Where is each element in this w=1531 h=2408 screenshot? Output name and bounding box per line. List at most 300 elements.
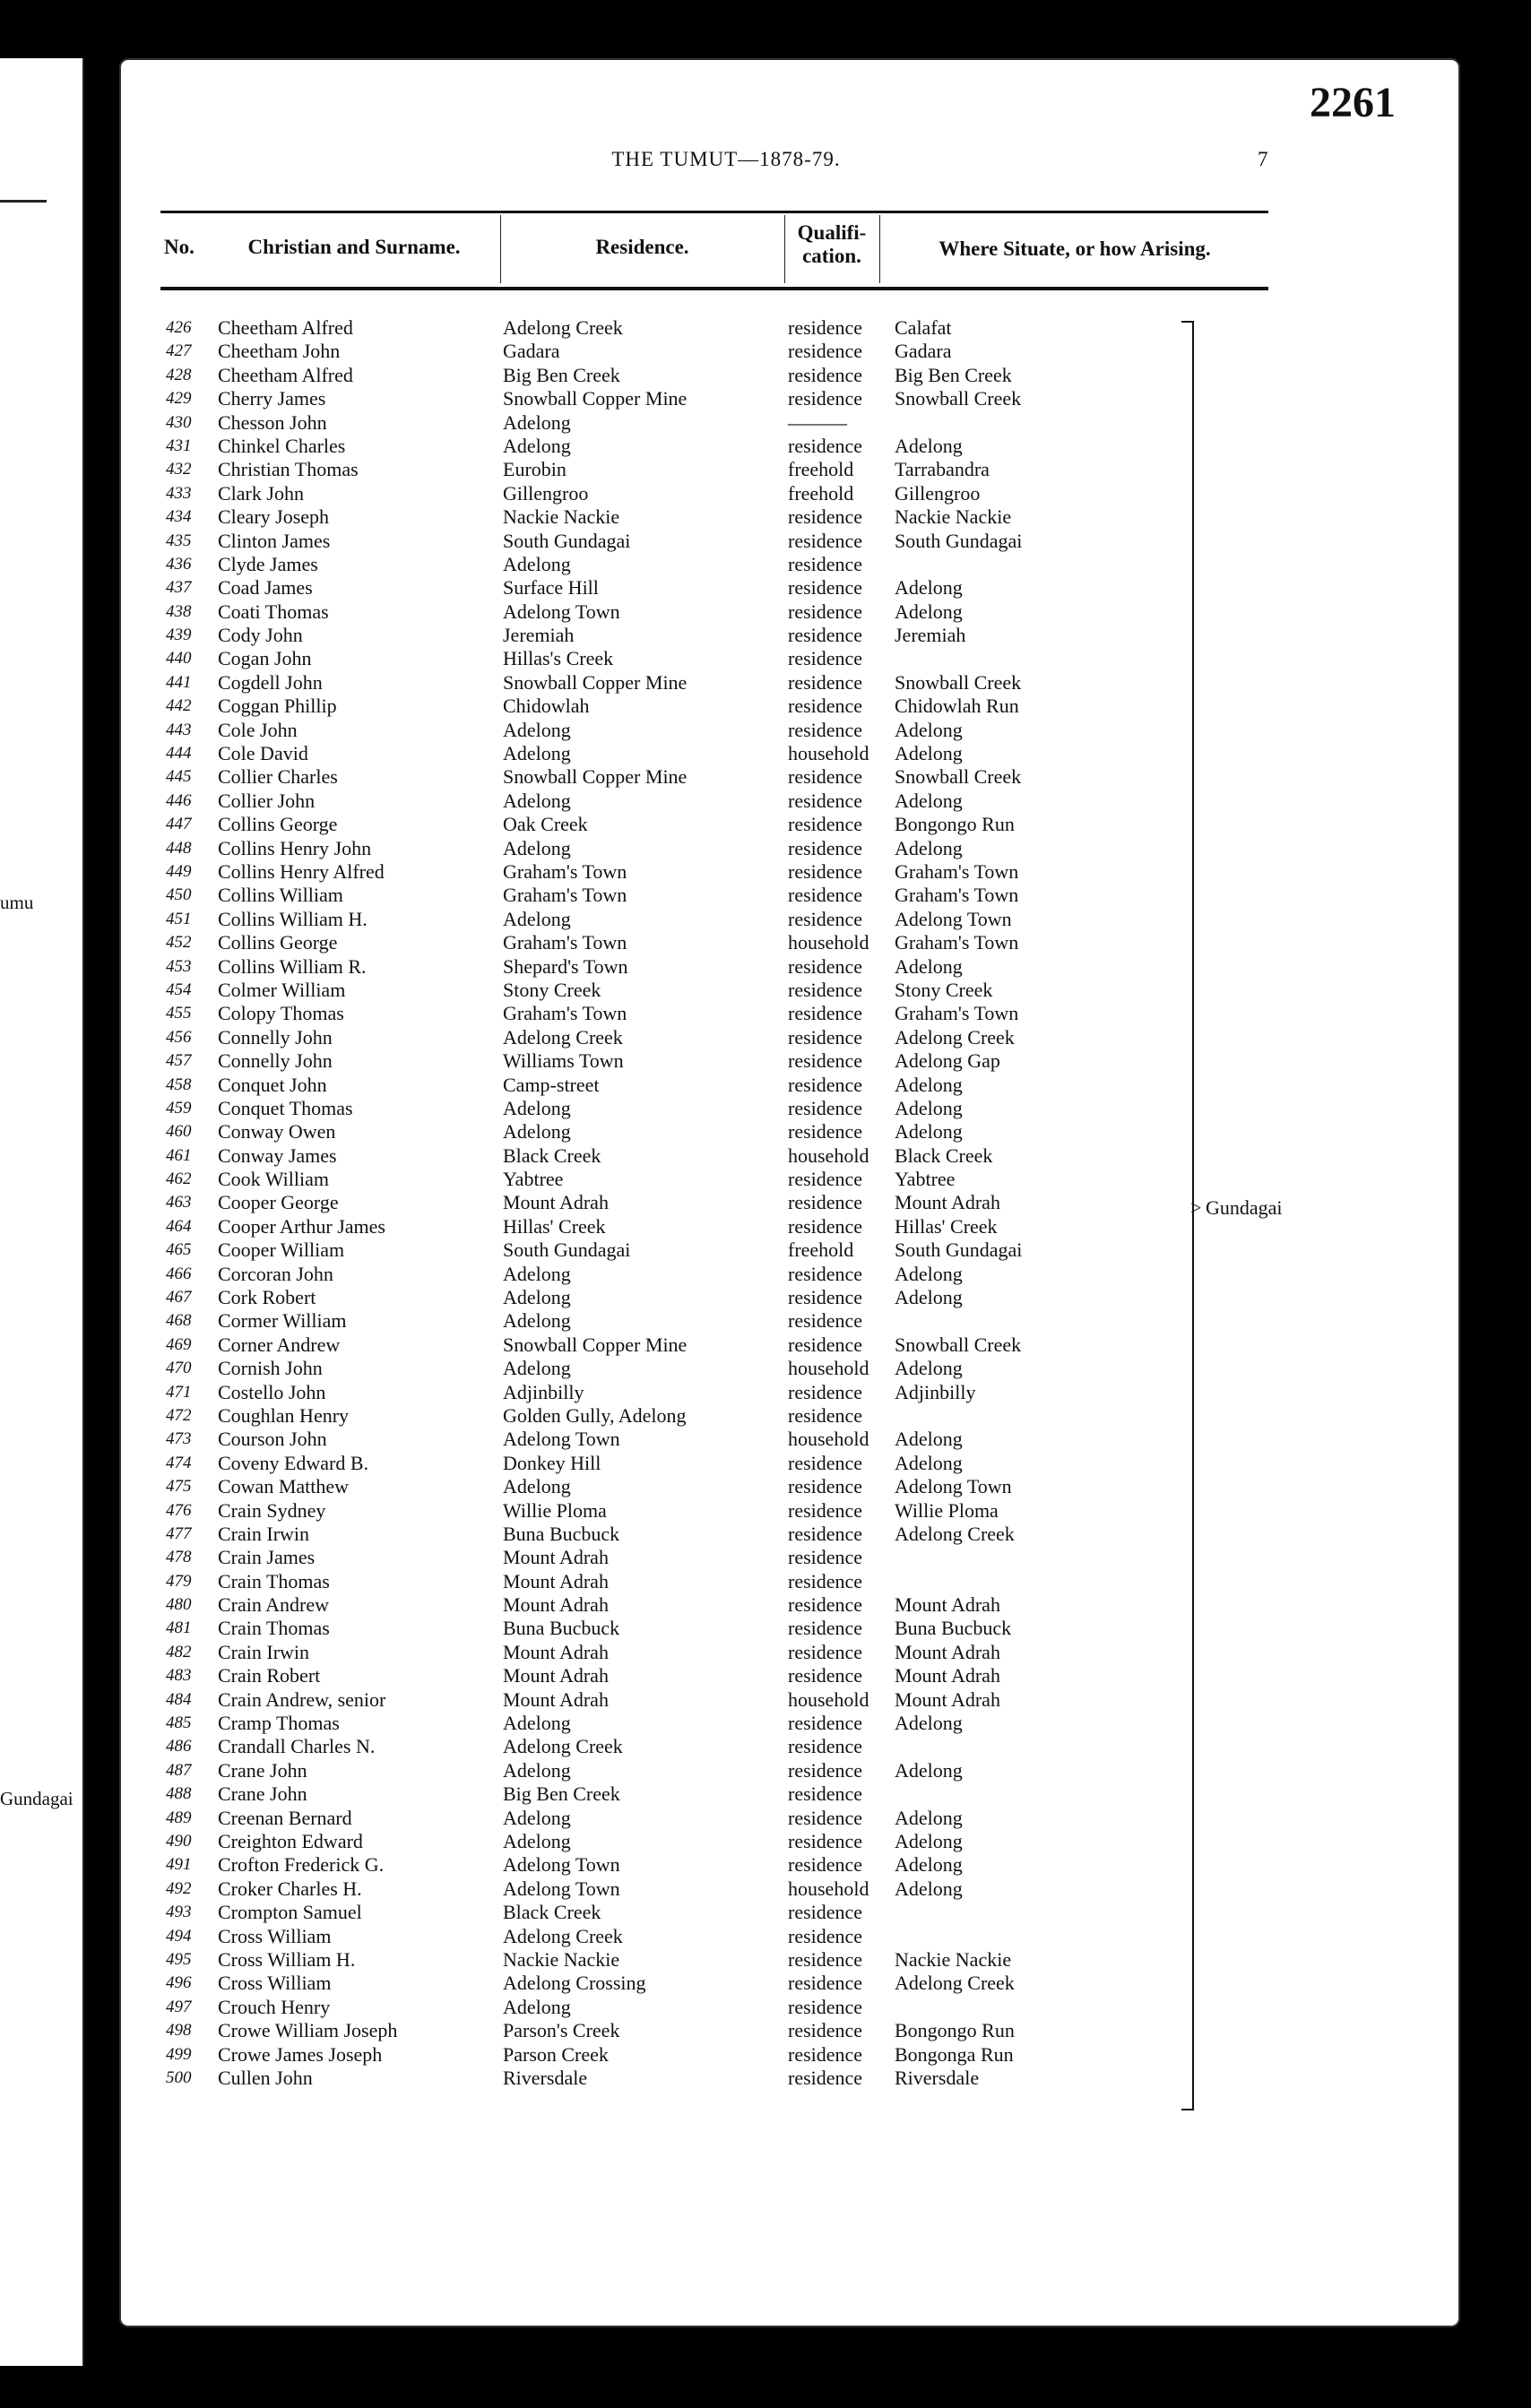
entry-where-situate: Riversdale xyxy=(895,2066,980,2089)
entry-residence: Adelong xyxy=(503,718,571,741)
entry-number: 475 xyxy=(166,1477,192,1497)
table-row xyxy=(121,884,1458,907)
entry-number: 498 xyxy=(166,2021,192,2041)
entry-qualification: residence xyxy=(788,600,863,623)
entry-name: Crain Thomas xyxy=(218,1569,330,1592)
entry-number: 456 xyxy=(166,1027,192,1047)
entry-name: Cody John xyxy=(218,624,303,647)
entry-residence: Buna Bucbuck xyxy=(503,1617,620,1640)
entry-number: 460 xyxy=(166,1122,192,1142)
entry-name: Cork Robert xyxy=(218,1286,316,1309)
entry-number: 457 xyxy=(166,1051,192,1071)
entry-name: Cogdell John xyxy=(218,670,323,694)
entry-number: 499 xyxy=(166,2044,192,2064)
entry-qualification: residence xyxy=(788,1806,863,1829)
entry-qualification: residence xyxy=(788,363,863,386)
entry-qualification: residence xyxy=(788,813,863,836)
table-row xyxy=(121,1593,1458,1617)
entry-where-situate: Adelong Town xyxy=(895,907,1012,930)
table-row xyxy=(121,364,1458,387)
entry-qualification: residence xyxy=(788,505,863,529)
table-row xyxy=(121,553,1458,576)
entry-name: Crain Sydney xyxy=(218,1498,326,1522)
entry-name: Connelly John xyxy=(218,1049,333,1073)
entry-where-situate: Adelong xyxy=(895,742,963,765)
entry-residence: Adelong xyxy=(503,1712,571,1735)
entry-name: Collier Charles xyxy=(218,765,338,789)
entry-qualification: residence xyxy=(788,624,863,647)
entry-qualification: residence xyxy=(788,647,863,670)
entry-number: 479 xyxy=(166,1571,192,1591)
entry-qualification: residence xyxy=(788,1758,863,1782)
entry-where-situate: Snowball Creek xyxy=(895,387,1022,410)
entry-number: 432 xyxy=(166,460,192,479)
entry-number: 483 xyxy=(166,1666,192,1686)
table-row xyxy=(121,2067,1458,2090)
entry-residence: Donkey Hill xyxy=(503,1451,601,1474)
entry-qualification: residence xyxy=(788,1002,863,1025)
entry-number: 449 xyxy=(166,861,192,881)
table-row xyxy=(121,1948,1458,1972)
table-row xyxy=(121,435,1458,458)
table-row xyxy=(121,1925,1458,1948)
entry-name: Cooper Arthur James xyxy=(218,1214,385,1238)
entry-name: Colopy Thomas xyxy=(218,1002,344,1025)
entry-qualification: freehold xyxy=(788,458,854,481)
entry-name: Collier John xyxy=(218,789,316,812)
entry-name: Crain James xyxy=(218,1546,316,1569)
entry-where-situate: Adelong xyxy=(895,600,963,623)
table-row xyxy=(121,1263,1458,1286)
table-row xyxy=(121,695,1458,718)
entry-name: Collins Henry John xyxy=(218,836,372,859)
entry-number: 473 xyxy=(166,1429,192,1449)
table-row xyxy=(121,387,1458,410)
table-row xyxy=(121,1712,1458,1735)
entry-qualification: residence xyxy=(788,1403,863,1427)
entry-name: Cross William xyxy=(218,1924,332,1947)
entry-residence: South Gundagai xyxy=(503,529,631,552)
entry-where-situate: Adelong xyxy=(895,1451,963,1474)
entry-name: Crowe James Joseph xyxy=(218,2042,383,2066)
table-row xyxy=(121,1996,1458,2019)
table-row xyxy=(121,1144,1458,1168)
entry-where-situate: Adelong xyxy=(895,1357,963,1380)
table-row xyxy=(121,1097,1458,1120)
entry-residence: Adelong xyxy=(503,1262,571,1285)
entry-qualification: residence xyxy=(788,1309,863,1333)
entry-qualification: residence xyxy=(788,1995,863,2018)
entry-where-situate: Mount Adrah xyxy=(895,1664,1000,1687)
entry-residence: Adelong xyxy=(503,1475,571,1498)
entry-residence: Golden Gully, Adelong xyxy=(503,1403,687,1427)
entry-residence: Adelong Town xyxy=(503,1877,620,1900)
entry-number: 427 xyxy=(166,341,192,361)
table-row xyxy=(121,1641,1458,1664)
entry-qualification: residence xyxy=(788,1191,863,1214)
entry-name: Collins George xyxy=(218,813,338,836)
entry-where-situate: Adelong xyxy=(895,954,963,978)
entry-where-situate: Tarrabandra xyxy=(895,458,990,481)
entry-number: 454 xyxy=(166,980,192,999)
entry-qualification: household xyxy=(788,1428,869,1451)
entry-residence: Adelong Creek xyxy=(503,316,623,339)
entry-where-situate: Adelong xyxy=(895,1877,963,1900)
entry-qualification: ——— xyxy=(788,410,847,434)
entry-number: 434 xyxy=(166,507,192,527)
table-row xyxy=(121,1428,1458,1451)
entry-residence: Adelong xyxy=(503,1830,571,1852)
entry-where-situate: Black Creek xyxy=(895,1144,993,1167)
entry-where-situate: Yabtree xyxy=(895,1168,956,1191)
entry-where-situate: Bongongo Run xyxy=(895,813,1015,836)
folio-number: 7 xyxy=(1258,148,1268,170)
entry-name: Collins William xyxy=(218,884,343,907)
entry-where-situate: Adelong Creek xyxy=(895,1972,1015,1995)
entry-where-situate: Mount Adrah xyxy=(895,1640,1000,1663)
table-row xyxy=(121,1026,1458,1049)
entry-residence: Adjinbilly xyxy=(503,1380,584,1403)
entry-qualification: residence xyxy=(788,2042,863,2066)
entry-qualification: residence xyxy=(788,1262,863,1285)
table-row xyxy=(121,742,1458,765)
entry-number: 459 xyxy=(166,1098,192,1118)
entry-where-situate: Adelong Creek xyxy=(895,1522,1015,1545)
bracket-label: Gundagai xyxy=(1206,1196,1283,1219)
entry-residence: Big Ben Creek xyxy=(503,363,620,386)
table-row xyxy=(121,1381,1458,1404)
bracket-point: > xyxy=(1190,1196,1202,1219)
entry-name: Crain Andrew, senior xyxy=(218,1687,386,1711)
entry-residence: Adelong Creek xyxy=(503,1924,623,1947)
table-row xyxy=(121,1002,1458,1025)
table-row xyxy=(121,1546,1458,1569)
left-page-edge xyxy=(0,58,84,2366)
entry-number: 431 xyxy=(166,436,192,455)
entry-name: Coad James xyxy=(218,576,313,600)
entry-number: 452 xyxy=(166,933,192,953)
entry-residence: Parson Creek xyxy=(503,2042,609,2066)
entry-residence: Chidowlah xyxy=(503,695,590,718)
entry-where-situate: Adelong xyxy=(895,836,963,859)
entry-name: Coveny Edward B. xyxy=(218,1451,369,1474)
entry-name: Cheetham John xyxy=(218,340,341,363)
entry-number: 458 xyxy=(166,1075,192,1094)
entry-residence: Adelong Town xyxy=(503,1428,620,1451)
entry-qualification: residence xyxy=(788,1546,863,1569)
entry-qualification: household xyxy=(788,742,869,765)
table-row xyxy=(121,530,1458,553)
table-row xyxy=(121,505,1458,529)
entry-name: Crain Robert xyxy=(218,1664,321,1687)
entry-name: Clinton James xyxy=(218,529,331,552)
entry-qualification: residence xyxy=(788,316,863,339)
table-row xyxy=(121,1759,1458,1782)
entry-number: 468 xyxy=(166,1311,192,1331)
table-row xyxy=(121,1901,1458,1924)
entry-number: 495 xyxy=(166,1949,192,1969)
entry-qualification: residence xyxy=(788,836,863,859)
entry-number: 466 xyxy=(166,1264,192,1283)
table-row xyxy=(121,790,1458,813)
entry-residence: Adelong xyxy=(503,1357,571,1380)
table-row xyxy=(121,1570,1458,1593)
entry-residence: Gillengroo xyxy=(503,481,589,505)
table-row xyxy=(121,1664,1458,1687)
entry-number: 455 xyxy=(166,1004,192,1023)
entry-residence: Mount Adrah xyxy=(503,1640,609,1663)
entry-number: 500 xyxy=(166,2067,192,2087)
entry-where-situate: South Gundagai xyxy=(895,1239,1023,1262)
entry-number: 441 xyxy=(166,672,192,692)
entry-where-situate: Nackie Nackie xyxy=(895,1947,1012,1971)
table-row xyxy=(121,931,1458,954)
entry-residence: Graham's Town xyxy=(503,931,627,954)
entry-qualification: residence xyxy=(788,884,863,907)
entry-residence: Black Creek xyxy=(503,1144,601,1167)
column-header-no: No. xyxy=(164,236,195,258)
entry-residence: Shepard's Town xyxy=(503,954,628,978)
entry-name: Crofton Frederick G. xyxy=(218,1853,385,1877)
entry-number: 492 xyxy=(166,1878,192,1898)
entry-residence: Adelong xyxy=(503,552,571,575)
entry-residence: Adelong Crossing xyxy=(503,1972,646,1995)
entry-name: Crane John xyxy=(218,1758,307,1782)
entry-qualification: residence xyxy=(788,718,863,741)
entry-residence: Gadara xyxy=(503,340,560,363)
entry-number: 426 xyxy=(166,318,192,337)
entry-where-situate: Willie Ploma xyxy=(895,1498,999,1522)
entry-number: 435 xyxy=(166,531,192,550)
entry-where-situate: Adelong xyxy=(895,1830,963,1852)
entry-name: Chinkel Charles xyxy=(218,434,346,457)
entry-residence: Snowball Copper Mine xyxy=(503,387,688,410)
entry-number: 488 xyxy=(166,1784,192,1804)
entry-qualification: residence xyxy=(788,1735,863,1758)
entry-residence: Stony Creek xyxy=(503,978,601,1001)
table-row xyxy=(121,1049,1458,1073)
entry-residence: Adelong Town xyxy=(503,1853,620,1877)
table-row xyxy=(121,1853,1458,1877)
entry-number: 430 xyxy=(166,412,192,432)
entry-number: 464 xyxy=(166,1216,192,1236)
entry-name: Creighton Edward xyxy=(218,1830,363,1852)
entry-name: Cross William H. xyxy=(218,1947,356,1971)
entry-qualification: residence xyxy=(788,1120,863,1144)
entry-where-situate: Adelong xyxy=(895,1286,963,1309)
entry-name: Crouch Henry xyxy=(218,1995,331,2018)
entry-qualification: residence xyxy=(788,1972,863,1995)
left-page-rule xyxy=(0,200,47,203)
entry-qualification: residence xyxy=(788,1924,863,1947)
entry-where-situate: Adelong xyxy=(895,1120,963,1144)
entry-qualification: household xyxy=(788,1144,869,1167)
header-rule-bottom xyxy=(160,287,1268,290)
table-row xyxy=(121,1074,1458,1097)
entry-qualification: household xyxy=(788,1877,869,1900)
entry-qualification: residence xyxy=(788,1073,863,1096)
entry-number: 443 xyxy=(166,720,192,739)
entry-name: Corner Andrew xyxy=(218,1333,341,1356)
entry-residence: Adelong xyxy=(503,1806,571,1829)
entry-where-situate: Adelong xyxy=(895,1806,963,1829)
table-row xyxy=(121,1286,1458,1309)
left-page-fragment: umu xyxy=(0,892,34,913)
table-row xyxy=(121,1830,1458,1853)
entry-residence: Mount Adrah xyxy=(503,1191,609,1214)
entry-where-situate: Gillengroo xyxy=(895,481,981,505)
entry-qualification: residence xyxy=(788,1782,863,1806)
table-row xyxy=(121,908,1458,931)
entry-qualification: residence xyxy=(788,1569,863,1592)
header-rule-top xyxy=(160,211,1268,213)
entry-name: Crain Andrew xyxy=(218,1593,330,1617)
entry-name: Cooper William xyxy=(218,1239,345,1262)
entry-qualification: residence xyxy=(788,1168,863,1191)
entry-name: Croker Charles H. xyxy=(218,1877,362,1900)
entry-residence: Adelong xyxy=(503,434,571,457)
entry-qualification: residence xyxy=(788,907,863,930)
entry-number: 436 xyxy=(166,554,192,574)
column-divider xyxy=(784,215,785,283)
entry-residence: Adelong xyxy=(503,1120,571,1144)
entry-residence: Adelong xyxy=(503,907,571,930)
entry-where-situate: Adelong xyxy=(895,576,963,600)
entry-residence: Mount Adrah xyxy=(503,1593,609,1617)
entry-name: Cherry James xyxy=(218,387,326,410)
table-row xyxy=(121,411,1458,435)
entry-number: 442 xyxy=(166,696,192,716)
entry-name: Crane John xyxy=(218,1782,307,1806)
entry-name: Clark John xyxy=(218,481,304,505)
entry-residence: Mount Adrah xyxy=(503,1664,609,1687)
entry-where-situate: Graham's Town xyxy=(895,884,1019,907)
entry-qualification: residence xyxy=(788,954,863,978)
entry-residence: Adelong xyxy=(503,410,571,434)
entry-where-situate: Bongonga Run xyxy=(895,2042,1014,2066)
table-row xyxy=(121,1309,1458,1333)
column-header-residence: Residence. xyxy=(595,236,689,258)
entry-name: Crompton Samuel xyxy=(218,1901,362,1924)
entry-number: 496 xyxy=(166,1973,192,1993)
entry-qualification: residence xyxy=(788,1286,863,1309)
table-row xyxy=(121,837,1458,860)
entry-qualification: residence xyxy=(788,1025,863,1049)
entry-qualification: residence xyxy=(788,1475,863,1498)
entry-number: 494 xyxy=(166,1926,192,1946)
entry-qualification: freehold xyxy=(788,481,854,505)
entry-qualification: residence xyxy=(788,340,863,363)
table-row xyxy=(121,1617,1458,1640)
entry-where-situate: Adelong xyxy=(895,789,963,812)
table-row xyxy=(121,1333,1458,1357)
entry-residence: Surface Hill xyxy=(503,576,599,600)
entry-residence: Adelong xyxy=(503,789,571,812)
entry-name: Chesson John xyxy=(218,410,327,434)
entry-residence: Adelong xyxy=(503,1286,571,1309)
column-header-where: Where Situate, or how Arising. xyxy=(938,237,1211,260)
entry-name: Crain Irwin xyxy=(218,1640,310,1663)
entry-number: 465 xyxy=(166,1240,192,1260)
entry-name: Cole John xyxy=(218,718,298,741)
entry-residence: Mount Adrah xyxy=(503,1687,609,1711)
entry-where-situate: Adelong xyxy=(895,1712,963,1735)
entry-number: 486 xyxy=(166,1737,192,1756)
entry-qualification: residence xyxy=(788,387,863,410)
entry-number: 485 xyxy=(166,1713,192,1733)
entry-residence: Parson's Creek xyxy=(503,2019,620,2042)
table-row xyxy=(121,458,1458,481)
entry-residence: Adelong xyxy=(503,1758,571,1782)
entry-residence: Eurobin xyxy=(503,458,567,481)
table-row xyxy=(121,2019,1458,2042)
entry-where-situate: Snowball Creek xyxy=(895,1333,1022,1356)
entry-name: Cheetham Alfred xyxy=(218,316,353,339)
entry-qualification: residence xyxy=(788,1049,863,1073)
entry-number: 476 xyxy=(166,1500,192,1520)
table-row xyxy=(121,1168,1458,1191)
entry-name: Creenan Bernard xyxy=(218,1806,352,1829)
entry-number: 471 xyxy=(166,1382,192,1402)
table-row xyxy=(121,1239,1458,1262)
entry-where-situate: Mount Adrah xyxy=(895,1687,1000,1711)
entry-name: Crandall Charles N. xyxy=(218,1735,376,1758)
entry-residence: Nackie Nackie xyxy=(503,1947,620,1971)
table-row xyxy=(121,647,1458,670)
entry-residence: Adelong xyxy=(503,1995,571,2018)
entry-name: Clyde James xyxy=(218,552,318,575)
entry-number: 478 xyxy=(166,1548,192,1567)
entry-residence: Riversdale xyxy=(503,2066,588,2089)
entry-residence: Mount Adrah xyxy=(503,1546,609,1569)
entry-number: 477 xyxy=(166,1523,192,1543)
table-row xyxy=(121,340,1458,363)
table-row xyxy=(121,1807,1458,1830)
entry-number: 474 xyxy=(166,1453,192,1472)
entry-residence: Adelong xyxy=(503,1309,571,1333)
entry-name: Cleary Joseph xyxy=(218,505,330,529)
entry-qualification: household xyxy=(788,1357,869,1380)
entry-where-situate: Adelong xyxy=(895,1262,963,1285)
column-header-name: Christian and Surname. xyxy=(247,236,461,258)
entry-name: Coughlan Henry xyxy=(218,1403,350,1427)
entry-name: Courson John xyxy=(218,1428,327,1451)
entry-residence: Camp-street xyxy=(503,1073,600,1096)
entry-name: Crain Thomas xyxy=(218,1617,330,1640)
entry-number: 487 xyxy=(166,1760,192,1780)
entry-residence: Jeremiah xyxy=(503,624,575,647)
table-row xyxy=(121,576,1458,600)
entry-qualification: residence xyxy=(788,1214,863,1238)
entry-number: 463 xyxy=(166,1193,192,1213)
entry-number: 448 xyxy=(166,838,192,858)
entry-where-situate: Adelong xyxy=(895,1853,963,1877)
table-row xyxy=(121,600,1458,624)
entry-name: Conquet John xyxy=(218,1073,327,1096)
entry-where-situate: Adelong xyxy=(895,1758,963,1782)
entry-qualification: residence xyxy=(788,1096,863,1119)
table-row xyxy=(121,765,1458,789)
entry-name: Cheetham Alfred xyxy=(218,363,353,386)
entry-where-situate: Adelong Gap xyxy=(895,1049,1000,1073)
entry-name: Christian Thomas xyxy=(218,458,359,481)
entry-residence: Williams Town xyxy=(503,1049,624,1073)
entry-where-situate: South Gundagai xyxy=(895,529,1023,552)
table-row xyxy=(121,482,1458,505)
entry-residence: Willie Ploma xyxy=(503,1498,607,1522)
entry-number: 490 xyxy=(166,1832,192,1851)
entry-qualification: residence xyxy=(788,1380,863,1403)
